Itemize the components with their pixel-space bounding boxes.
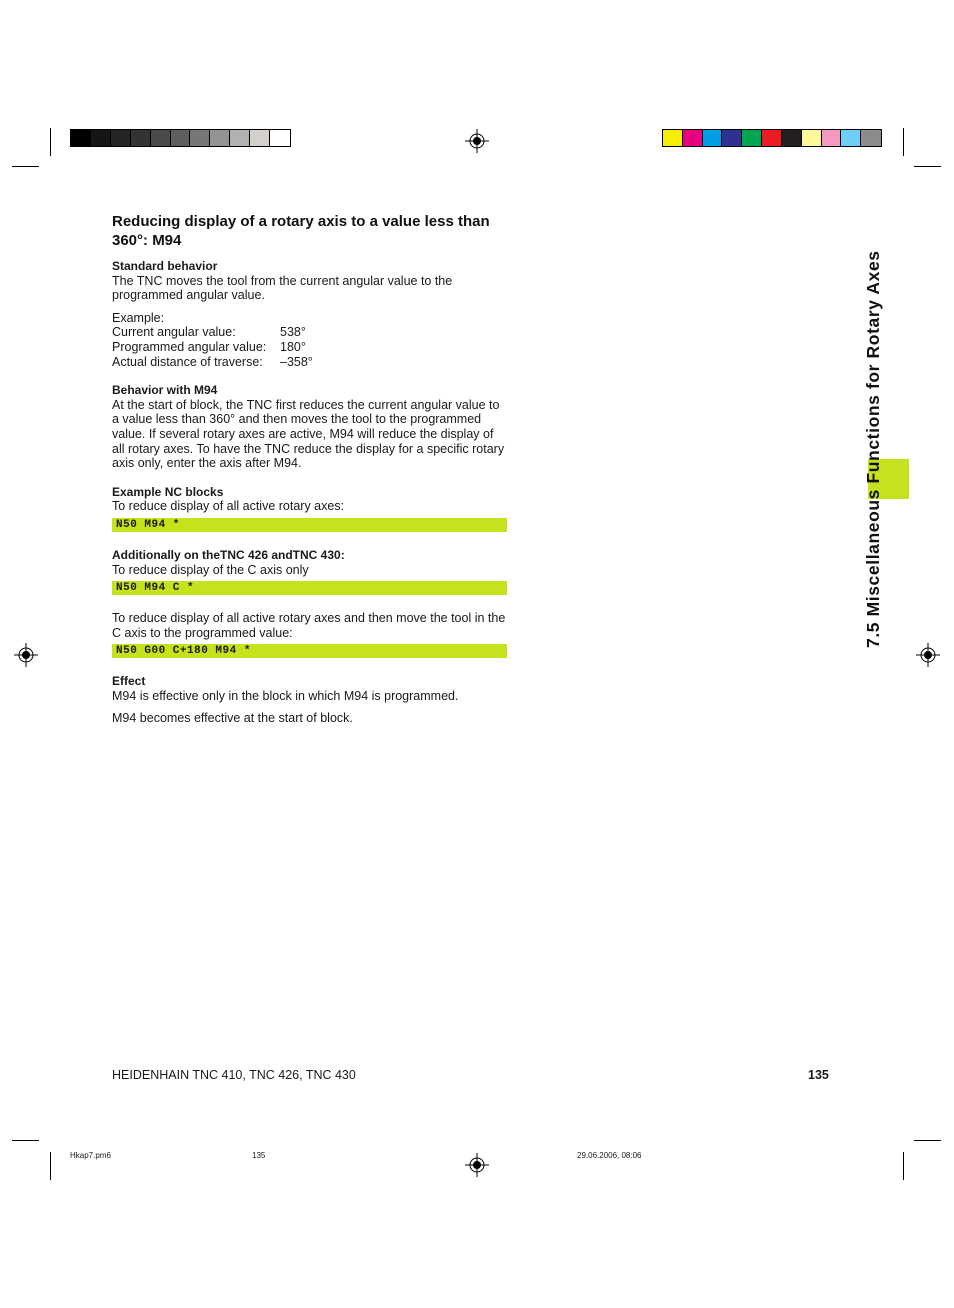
example-intro-3: To reduce display of all active rotary axes and then move the tool in the C axis to the programmed value: (112, 611, 506, 640)
example-table (112, 325, 313, 369)
example-row-label: Current angular value: (112, 325, 236, 340)
example-row-value: –358° (280, 354, 313, 369)
registration-mark-icon (465, 129, 489, 153)
effect-text-1: M94 is effective only in the block in which M94 is programmed. (112, 688, 459, 703)
example-row-label: Actual distance of traverse: (112, 354, 263, 369)
calibration-swatch (782, 130, 802, 146)
example-intro-2: To reduce display of the C axis only (112, 562, 309, 577)
m94-behavior-heading: Behavior with M94 (112, 383, 218, 398)
calibration-swatch (683, 130, 703, 146)
crop-mark (914, 166, 941, 167)
calibration-swatch (171, 130, 191, 146)
calibration-swatch (822, 130, 842, 146)
calibration-swatch (230, 130, 250, 146)
calibration-swatch (742, 130, 762, 146)
grayscale-calibration-bar (70, 129, 291, 147)
m94-behavior-text: At the start of block, the TNC first reduces the current angular value to a value less than 360° and then moves the tool to the programmed value. If several rotary axes are active, M94 will reduce the display of all rotary axes. To have the TNC reduce the display for a specific rotary axis only, enter the axis after M94. (112, 397, 505, 471)
color-calibration-bar (662, 129, 882, 147)
vertical-section-title: 7.5 Miscellaneous Functions for Rotary Axes (863, 250, 883, 648)
slug-date: 29.06.2006, 08:06 (577, 1151, 642, 1160)
calibration-swatch (663, 130, 683, 146)
calibration-swatch (250, 130, 270, 146)
standard-behavior-heading: Standard behavior (112, 259, 218, 273)
example-intro-1: To reduce display of all active rotary axes: (112, 499, 345, 514)
slug-file-name: Hkap7.pm6 (70, 1151, 111, 1160)
page-title: Reducing display of a rotary axis to a value less than 360°: M94 (112, 213, 490, 249)
registration-mark-icon (14, 643, 38, 667)
example-nc-blocks-heading: Example NC blocks (112, 484, 224, 499)
effect-heading: Effect (112, 674, 146, 689)
calibration-swatch (722, 130, 742, 146)
footer-product-line: HEIDENHAIN TNC 410, TNC 426, TNC 430 (112, 1068, 356, 1082)
example-row-label: Programmed angular value: (112, 339, 267, 354)
example-row-value: 538° (280, 325, 306, 340)
crop-mark (914, 1140, 941, 1141)
additional-tnc-heading: Additionally on theTNC 426 andTNC 430: (112, 547, 345, 562)
slug-page: 135 (252, 1151, 266, 1160)
registration-mark-icon (916, 643, 940, 667)
nc-code-block: N50 M94 * (112, 518, 507, 532)
calibration-swatch (802, 130, 822, 146)
calibration-swatch (71, 130, 91, 146)
calibration-swatch (861, 130, 881, 146)
standard-behavior-text: The TNC moves the tool from the current angular value to the programmed angular value. (112, 273, 453, 303)
effect-text-2: M94 becomes effective at the start of block. (112, 711, 353, 726)
table-row (112, 340, 313, 355)
crop-mark (903, 1152, 904, 1180)
page-number: 135 (808, 1068, 829, 1082)
table-row (112, 355, 313, 370)
calibration-swatch (151, 130, 171, 146)
crop-mark (50, 1152, 51, 1180)
calibration-swatch (841, 130, 861, 146)
nc-code-block: N50 M94 C * (112, 581, 507, 595)
calibration-swatch (131, 130, 151, 146)
calibration-swatch (270, 130, 290, 146)
example-label: Example: (112, 310, 165, 325)
calibration-swatch (91, 130, 111, 146)
crop-mark (50, 128, 51, 156)
calibration-swatch (190, 130, 210, 146)
table-row (112, 325, 313, 340)
example-row-value: 180° (280, 339, 306, 354)
calibration-swatch (762, 130, 782, 146)
main-content (112, 212, 507, 726)
registration-mark-icon (465, 1153, 489, 1177)
calibration-swatch (210, 130, 230, 146)
crop-mark (12, 166, 39, 167)
calibration-swatch (703, 130, 723, 146)
calibration-swatch (111, 130, 131, 146)
crop-mark (903, 128, 904, 156)
nc-code-block: N50 G00 C+180 M94 * (112, 644, 507, 658)
crop-mark (12, 1140, 39, 1141)
